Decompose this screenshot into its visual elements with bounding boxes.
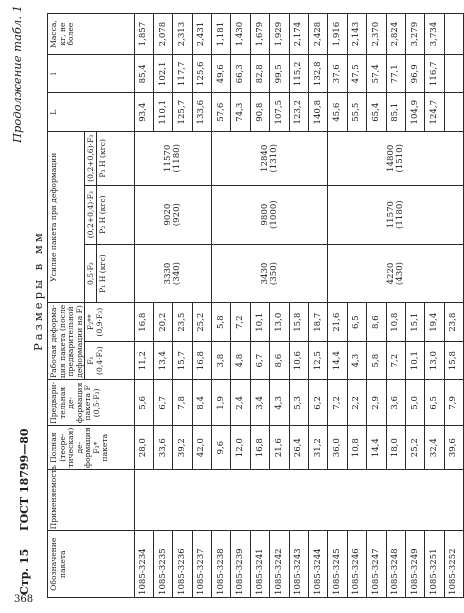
l-cell: 132,8	[309, 55, 328, 93]
L-cell: 85,1	[386, 93, 405, 131]
f2-cell: 10,1	[250, 303, 269, 341]
f1-cell: 8,6	[270, 341, 289, 379]
col-p3: P₃ Н (кгс)	[96, 131, 134, 185]
preload-cell: 6,2	[309, 380, 328, 426]
L-cell: 140,8	[309, 93, 328, 131]
f1-cell: 10,6	[289, 341, 308, 379]
full-deformation-cell: 32,4	[425, 426, 444, 470]
col-force-group: Усилие пакета при деформации	[48, 131, 85, 303]
preload-cell: 3,6	[386, 380, 405, 426]
force-value-kgf: (1180)	[394, 200, 405, 229]
l-cell: 66,3	[231, 55, 250, 93]
l-cell: 115,2	[289, 55, 308, 93]
l-cell: 57,4	[367, 55, 386, 93]
preload-cell: 2,4	[231, 380, 250, 426]
table-subtitle: Размеры в мм	[31, 230, 45, 351]
l-cell: 37,6	[328, 55, 347, 93]
l-cell: 116,7	[425, 55, 444, 93]
col-f1: F₁ (0,4·F₃)	[85, 341, 135, 379]
preload-cell: 4,3	[270, 380, 289, 426]
f1-cell: 6,7	[250, 341, 269, 379]
mass-cell: 2,428	[309, 14, 328, 55]
preload-cell: 6,5	[425, 380, 444, 426]
f2-cell: 5,8	[212, 303, 231, 341]
full-deformation-cell: 18,0	[386, 426, 405, 470]
designation-cell: 1085-3247	[367, 531, 386, 598]
f1-cell: 10,1	[405, 341, 424, 379]
L-cell: 74,3	[231, 93, 250, 131]
f1-cell: 3,8	[212, 341, 231, 379]
full-deformation-cell: 9,6	[212, 426, 231, 470]
force-p3-cell	[134, 131, 212, 185]
col-full-deformation: Полная (теоре-тическая) де-формация F₃* пакета	[48, 426, 135, 470]
f1-cell: 4,8	[231, 341, 250, 379]
f1-cell: 11,2	[134, 341, 153, 379]
f1-cell: 15,7	[173, 341, 192, 379]
force-value: 14800	[385, 144, 396, 172]
preload-cell: 7,9	[444, 380, 463, 426]
mass-cell: 1,857	[134, 14, 153, 55]
force-value: 3330	[162, 262, 173, 285]
f2-cell: 13,0	[270, 303, 289, 341]
mass-cell: 2,143	[347, 14, 366, 55]
mass-cell: 2,370	[367, 14, 386, 55]
full-deformation-cell: 26,4	[289, 426, 308, 470]
force-p1-cell	[328, 244, 464, 303]
l-cell: 49,6	[212, 55, 231, 93]
f2-cell: 21,6	[328, 303, 347, 341]
designation-cell: 1085-3238	[212, 531, 231, 598]
designation-cell: 1085-3242	[270, 531, 289, 598]
L-cell: 45,6	[328, 93, 347, 131]
f2-cell: 25,2	[192, 303, 211, 341]
mass-cell: 1,679	[250, 14, 269, 55]
l-cell	[444, 55, 463, 93]
designation-cell: 1085-3241	[250, 531, 269, 598]
page-number: 368	[14, 594, 34, 605]
mass-cell: 2,824	[386, 14, 405, 55]
designation-cell: 1085-3245	[328, 531, 347, 598]
l-cell: 85,4	[134, 55, 153, 93]
l-cell: 96,9	[405, 55, 424, 93]
L-cell: 57,6	[212, 93, 231, 131]
l-cell: 125,6	[192, 55, 211, 93]
preload-cell: 5,3	[289, 380, 308, 426]
full-deformation-cell: 10,8	[347, 426, 366, 470]
col-f2: F₂** (0,9·F₃)	[85, 303, 135, 341]
mass-cell: 2,174	[289, 14, 308, 55]
force-value-kgf: (340)	[171, 262, 182, 286]
l-cell: 99,5	[270, 55, 289, 93]
col-p3-top: (0,2+0,6)·F₃	[85, 131, 97, 185]
designation-cell: 1085-3249	[405, 531, 424, 598]
preload-cell: 5,0	[405, 380, 424, 426]
f2-cell: 6,5	[347, 303, 366, 341]
L-cell: 55,5	[347, 93, 366, 131]
f2-cell: 16,8	[134, 303, 153, 341]
full-deformation-cell: 39,6	[444, 426, 463, 470]
L-cell: 124,7	[425, 93, 444, 131]
col-applicability: Применяемость	[48, 469, 135, 530]
continuation-note: Продолжение табл. 1	[10, 5, 24, 143]
L-cell: 125,7	[173, 93, 192, 131]
f1-cell: 13,4	[153, 341, 172, 379]
L-cell: 110,1	[153, 93, 172, 131]
force-p1-cell	[134, 244, 212, 303]
force-value-kgf: (1000)	[268, 200, 279, 229]
preload-cell: 2,2	[347, 380, 366, 426]
mass-cell: 3,279	[405, 14, 424, 55]
force-value: 3430	[259, 262, 270, 285]
L-cell	[444, 93, 463, 131]
page-label: Стр. 15	[18, 548, 31, 595]
f1-cell: 5,8	[367, 341, 386, 379]
full-deformation-cell: 42,0	[192, 426, 211, 470]
force-value: 12840	[259, 144, 270, 172]
col-l: l	[48, 55, 135, 93]
force-value-kgf: (1310)	[268, 144, 279, 173]
L-cell: 133,6	[192, 93, 211, 131]
col-p2-top: (0,2+0,4)·F₃	[85, 185, 97, 244]
preload-cell: 7,2	[328, 380, 347, 426]
full-deformation-cell: 21,6	[270, 426, 289, 470]
designation-cell: 1085-3239	[231, 531, 250, 598]
f1-cell: 16,8	[192, 341, 211, 379]
l-cell: 102,1	[153, 55, 172, 93]
l-cell: 82,8	[250, 55, 269, 93]
force-value-kgf: (350)	[268, 262, 279, 286]
force-value: 11570	[385, 200, 396, 229]
force-value: 4220	[385, 262, 396, 285]
col-p1-top: 0,5·F₃	[85, 244, 97, 303]
applicability-cell	[134, 469, 464, 530]
f2-cell: 20,2	[153, 303, 172, 341]
L-cell: 65,4	[367, 93, 386, 131]
preload-cell: 6,7	[153, 380, 172, 426]
mass-cell: 2,431	[192, 14, 211, 55]
f1-cell: 15,8	[444, 341, 463, 379]
col-designation: Обозначение пакета	[48, 531, 135, 598]
f1-cell: 7,2	[386, 341, 405, 379]
f1-cell: 14,4	[328, 341, 347, 379]
designation-cell: 1085-3234	[134, 531, 153, 598]
force-value: 9800	[259, 203, 270, 226]
preload-cell: 3,4	[250, 380, 269, 426]
force-p2-cell	[212, 185, 328, 244]
force-value-kgf: (920)	[171, 203, 182, 227]
force-value-kgf: (430)	[394, 262, 405, 286]
mass-cell: 2,078	[153, 14, 172, 55]
force-p2-cell	[328, 185, 464, 244]
f2-cell: 18,7	[309, 303, 328, 341]
mass-cell	[444, 14, 463, 55]
designation-cell: 1085-3236	[173, 531, 192, 598]
designation-cell: 1085-3237	[192, 531, 211, 598]
f1-cell: 13,0	[425, 341, 444, 379]
force-value-kgf: (1180)	[171, 144, 182, 173]
L-cell: 107,5	[270, 93, 289, 131]
f2-cell: 19,4	[425, 303, 444, 341]
col-working-deformation: Рабочая деформа-ция пакета (после предварительной деформации на F)	[49, 304, 84, 379]
col-L: L	[48, 93, 135, 131]
force-value: 9020	[162, 203, 173, 226]
mass-cell: 3,734	[425, 14, 444, 55]
L-cell: 93,4	[134, 93, 153, 131]
mass-cell: 1,916	[328, 14, 347, 55]
f2-cell: 10,8	[386, 303, 405, 341]
f2-cell: 15,1	[405, 303, 424, 341]
force-value-kgf: (1510)	[394, 144, 405, 173]
col-p1: P₁ Н (кгс)	[96, 244, 134, 303]
L-cell: 90,8	[250, 93, 269, 131]
full-deformation-cell: 33,6	[153, 426, 172, 470]
mass-cell: 1,181	[212, 14, 231, 55]
designation-cell: 1085-3244	[309, 531, 328, 598]
designation-cell: 1085-3243	[289, 531, 308, 598]
l-cell: 47,5	[347, 55, 366, 93]
table-row	[134, 14, 153, 598]
designation-cell: 1085-3235	[153, 531, 172, 598]
mass-cell: 1,929	[270, 14, 289, 55]
l-cell: 77,1	[386, 55, 405, 93]
L-cell: 123,2	[289, 93, 308, 131]
preload-cell: 7,8	[173, 380, 192, 426]
f2-cell: 7,2	[231, 303, 250, 341]
col-p2: P₂ Н (кгс)	[96, 185, 134, 244]
col-mass: Масса, кг, не более	[48, 14, 135, 55]
dimensions-table	[47, 13, 464, 598]
preload-cell: 5,6	[134, 380, 153, 426]
force-p3-cell	[328, 131, 464, 185]
f2-cell: 8,6	[367, 303, 386, 341]
force-p1-cell	[212, 244, 328, 303]
full-deformation-cell: 28,0	[134, 426, 153, 470]
f2-cell: 15,8	[289, 303, 308, 341]
mass-cell: 2,313	[173, 14, 192, 55]
L-cell: 104,9	[405, 93, 424, 131]
preload-cell: 8,4	[192, 380, 211, 426]
force-value: 11570	[162, 144, 173, 172]
f1-cell: 12,5	[309, 341, 328, 379]
mass-cell: 1,430	[231, 14, 250, 55]
full-deformation-cell: 14,4	[367, 426, 386, 470]
full-deformation-cell: 36,0	[328, 426, 347, 470]
force-p2-cell	[134, 185, 212, 244]
designation-cell: 1085-3248	[386, 531, 405, 598]
force-p3-cell	[212, 131, 328, 185]
f2-cell: 23,8	[444, 303, 463, 341]
standard-number: ГОСТ 18799—80	[18, 428, 31, 531]
full-deformation-cell: 39,2	[173, 426, 192, 470]
full-deformation-cell: 12,0	[231, 426, 250, 470]
l-cell: 117,7	[173, 55, 192, 93]
designation-cell: 1085-3251	[425, 531, 444, 598]
preload-cell: 2,9	[367, 380, 386, 426]
designation-cell: 1085-3252	[444, 531, 463, 598]
f1-cell: 4,3	[347, 341, 366, 379]
designation-cell: 1085-3246	[347, 531, 366, 598]
f2-cell: 23,5	[173, 303, 192, 341]
full-deformation-cell: 16,8	[250, 426, 269, 470]
preload-cell: 1,9	[212, 380, 231, 426]
full-deformation-cell: 31,2	[309, 426, 328, 470]
full-deformation-cell: 25,2	[405, 426, 424, 470]
col-preload-deformation: Предвари-тельная де-формация пакета F (0,5·F₃)	[48, 380, 135, 426]
